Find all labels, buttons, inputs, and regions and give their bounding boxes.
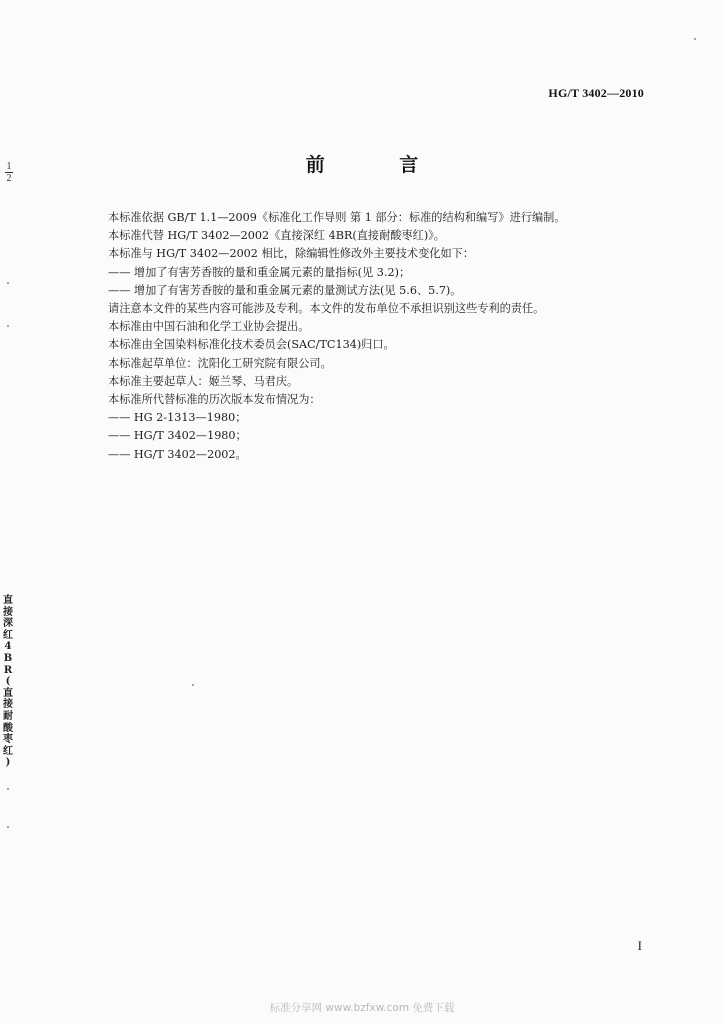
spine-char: 红 <box>3 745 13 757</box>
body-line: 本标准起草单位：沈阳化工研究院有限公司。 <box>108 356 332 370</box>
body-line: 本标准所代替标准的历次版本发布情况为： <box>108 393 321 407</box>
spine-char: 枣 <box>3 734 13 746</box>
scan-speck <box>694 38 696 40</box>
scan-speck <box>7 282 9 284</box>
page-title: 前 言 <box>305 154 453 176</box>
body-line: —— HG/T 3402—2002。 <box>108 447 247 461</box>
body-line: 请注意本文件的某些内容可能涉及专利。本文件的发布单位不承担识别这些专利的责任。 <box>108 302 545 316</box>
half-denominator: 2 <box>6 173 12 184</box>
scan-speck <box>192 684 194 686</box>
spine-char: R <box>3 664 13 676</box>
body-line: 本标准由全国染料标准化技术委员会(SAC/TC134)归口。 <box>108 338 395 352</box>
half-numerator: 1 <box>6 161 12 172</box>
spine-char: 直 <box>3 595 13 606</box>
body-line: 本标准与 HG/T 3402—2002 相比，除编辑性修改外主要技术变化如下： <box>108 247 475 261</box>
spine-char: B <box>3 652 13 664</box>
body-line: —— 增加了有害芳香胺的量和重金属元素的量指标(见 3.2)； <box>108 265 411 279</box>
body-line: —— HG/T 3402—1980； <box>108 429 247 443</box>
spine-char: 红 <box>3 629 13 641</box>
foreword-body <box>108 209 648 464</box>
spine-char: 接 <box>3 606 13 618</box>
body-line: 本标准依据 GB/T 1.1—2009《标准化工作导则 第 1 部分：标准的结构和编写》进行编制。 <box>108 211 566 224</box>
spine-title <box>2 595 14 769</box>
spine-char: ( <box>5 676 11 688</box>
body-line: 本标准代替 HG/T 3402—2002《直接深红 4BR(直接耐酸枣红)》。 <box>108 229 445 243</box>
spine-char: 接 <box>3 699 13 711</box>
body-line: 本标准由中国石油和化学工业协会提出。 <box>108 320 310 334</box>
body-line: —— 增加了有害芳香胺的量和重金属元素的量测试方法(见 5.6、5.7)。 <box>108 283 462 297</box>
body-line: 本标准主要起草人：姬兰琴、马君庆。 <box>108 374 299 388</box>
half-mark <box>4 162 14 183</box>
spine-char: 耐 <box>3 710 13 722</box>
scan-speck <box>7 826 9 828</box>
page-number: I <box>637 938 642 953</box>
spine-char: ) <box>5 757 11 769</box>
spine-char: 酸 <box>3 722 13 734</box>
spine-char: 直 <box>3 687 13 699</box>
body-line: —— HG 2-1313—1980； <box>108 411 247 425</box>
standard-code: HG/T 3402—2010 <box>548 86 644 100</box>
watermark: 标准分享网 www.bzfxw.com 免费下载 <box>269 1002 455 1014</box>
spine-char: 4 <box>4 641 12 653</box>
spine-char: 深 <box>3 618 13 630</box>
scan-speck <box>7 325 9 327</box>
scan-speck <box>7 788 9 790</box>
